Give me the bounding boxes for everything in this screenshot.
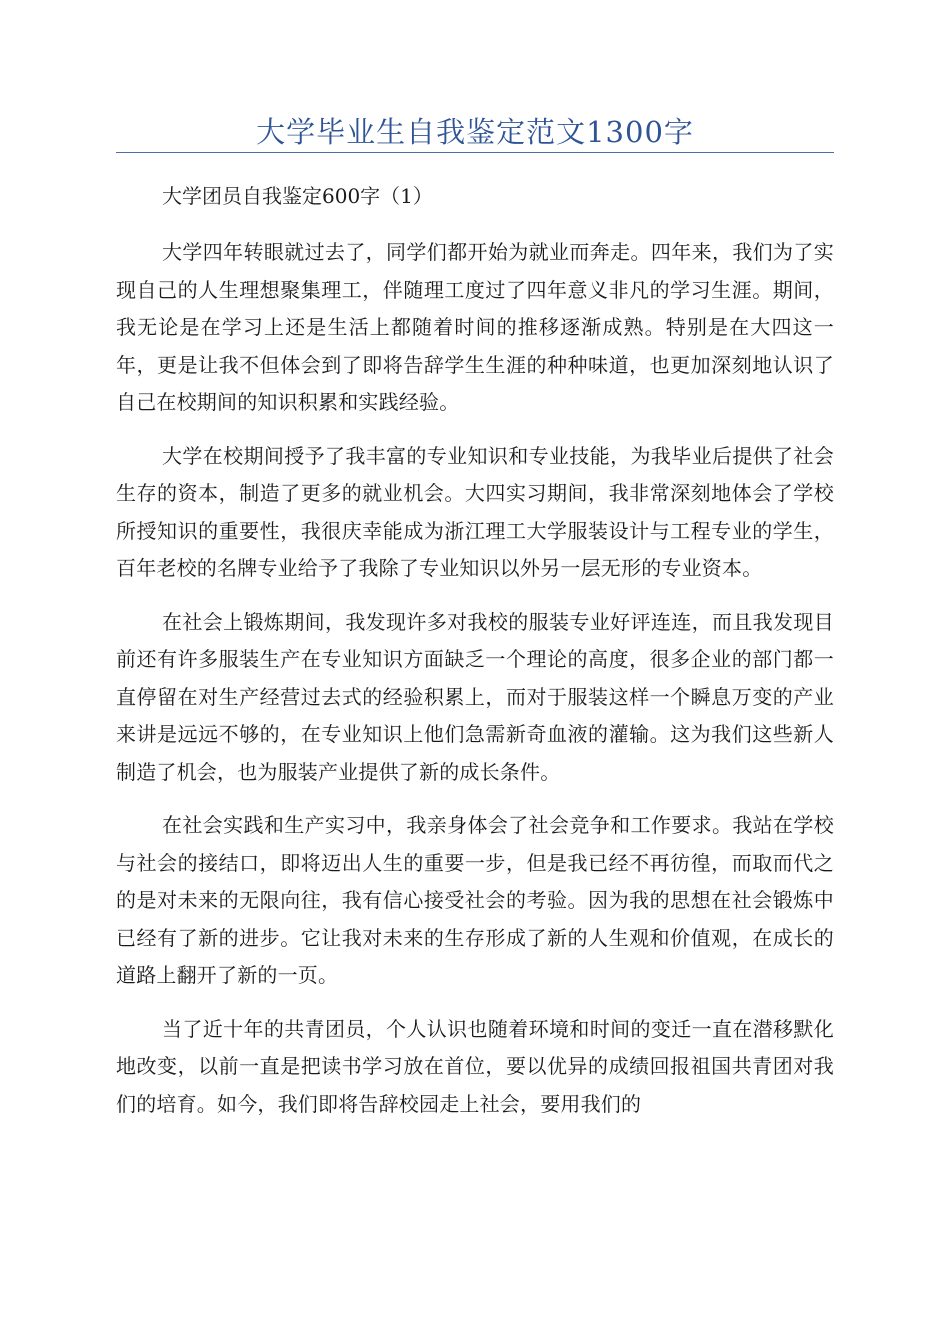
paragraph-4: 在社会实践和生产实习中，我亲身体会了社会竞争和工作要求。我站在学校与社会的接结口，即将迈出人生的重要一步，但是我已经不再彷徨，而取而代之的是对未来的无限向往，我有信心接受社会的考验。因为我的思想在社会锻炼中已经有了新的进步。它让我对未来的生存形成了新的人生观和价值观，在成长的道路上翻开了新的一页。 xyxy=(116,813,834,987)
section-subtitle: 大学团员自我鉴定600字（1） xyxy=(162,184,433,208)
title-underline xyxy=(116,152,834,153)
paragraph-1: 大学四年转眼就过去了，同学们都开始为就业而奔走。四年来，我们为了实现自己的人生理想聚集理工，伴随理工度过了四年意义非凡的学习生涯。期间，我无论是在学习上还是生活上都随着时间的推移逐渐成熟。特别是在大四这一年，更是让我不但体会到了即将告辞学生生涯的种种味道，也更加深刻地认识了自己在校期间的知识积累和实践经验。 xyxy=(116,240,834,414)
document-page xyxy=(116,0,834,1123)
document-title: 大学毕业生自我鉴定范文1300字 xyxy=(256,115,694,149)
paragraph-5: 当了近十年的共青团员，个人认识也随着环境和时间的变迁一直在潜移默化地改变，以前一直是把读书学习放在首位，要以优异的成绩回报祖国共青团对我们的培育。如今，我们即将告辞校园走上社会，要用我们的 xyxy=(116,1016,834,1116)
paragraph-3: 在社会上锻炼期间，我发现许多对我校的服装专业好评连连，而且我发现目前还有许多服装生产在专业知识方面缺乏一个理论的高度，很多企业的部门都一直停留在对生产经营过去式的经验积累上，而对于服装这样一个瞬息万变的产业来讲是远远不够的，在专业知识上他们急需新奇血液的灌输。这为我们这些新人制造了机会，也为服装产业提供了新的成长条件。 xyxy=(116,609,834,784)
paragraph-2: 大学在校期间授予了我丰富的专业知识和专业技能，为我毕业后提供了社会生存的资本，制造了更多的就业机会。大四实习期间，我非常深刻地体会了学校所授知识的重要性，我很庆幸能成为浙江理工大学服装设计与工程专业的学生，百年老校的名牌专业给予了我除了专业知识以外另一层无形的专业资本。 xyxy=(116,443,834,580)
